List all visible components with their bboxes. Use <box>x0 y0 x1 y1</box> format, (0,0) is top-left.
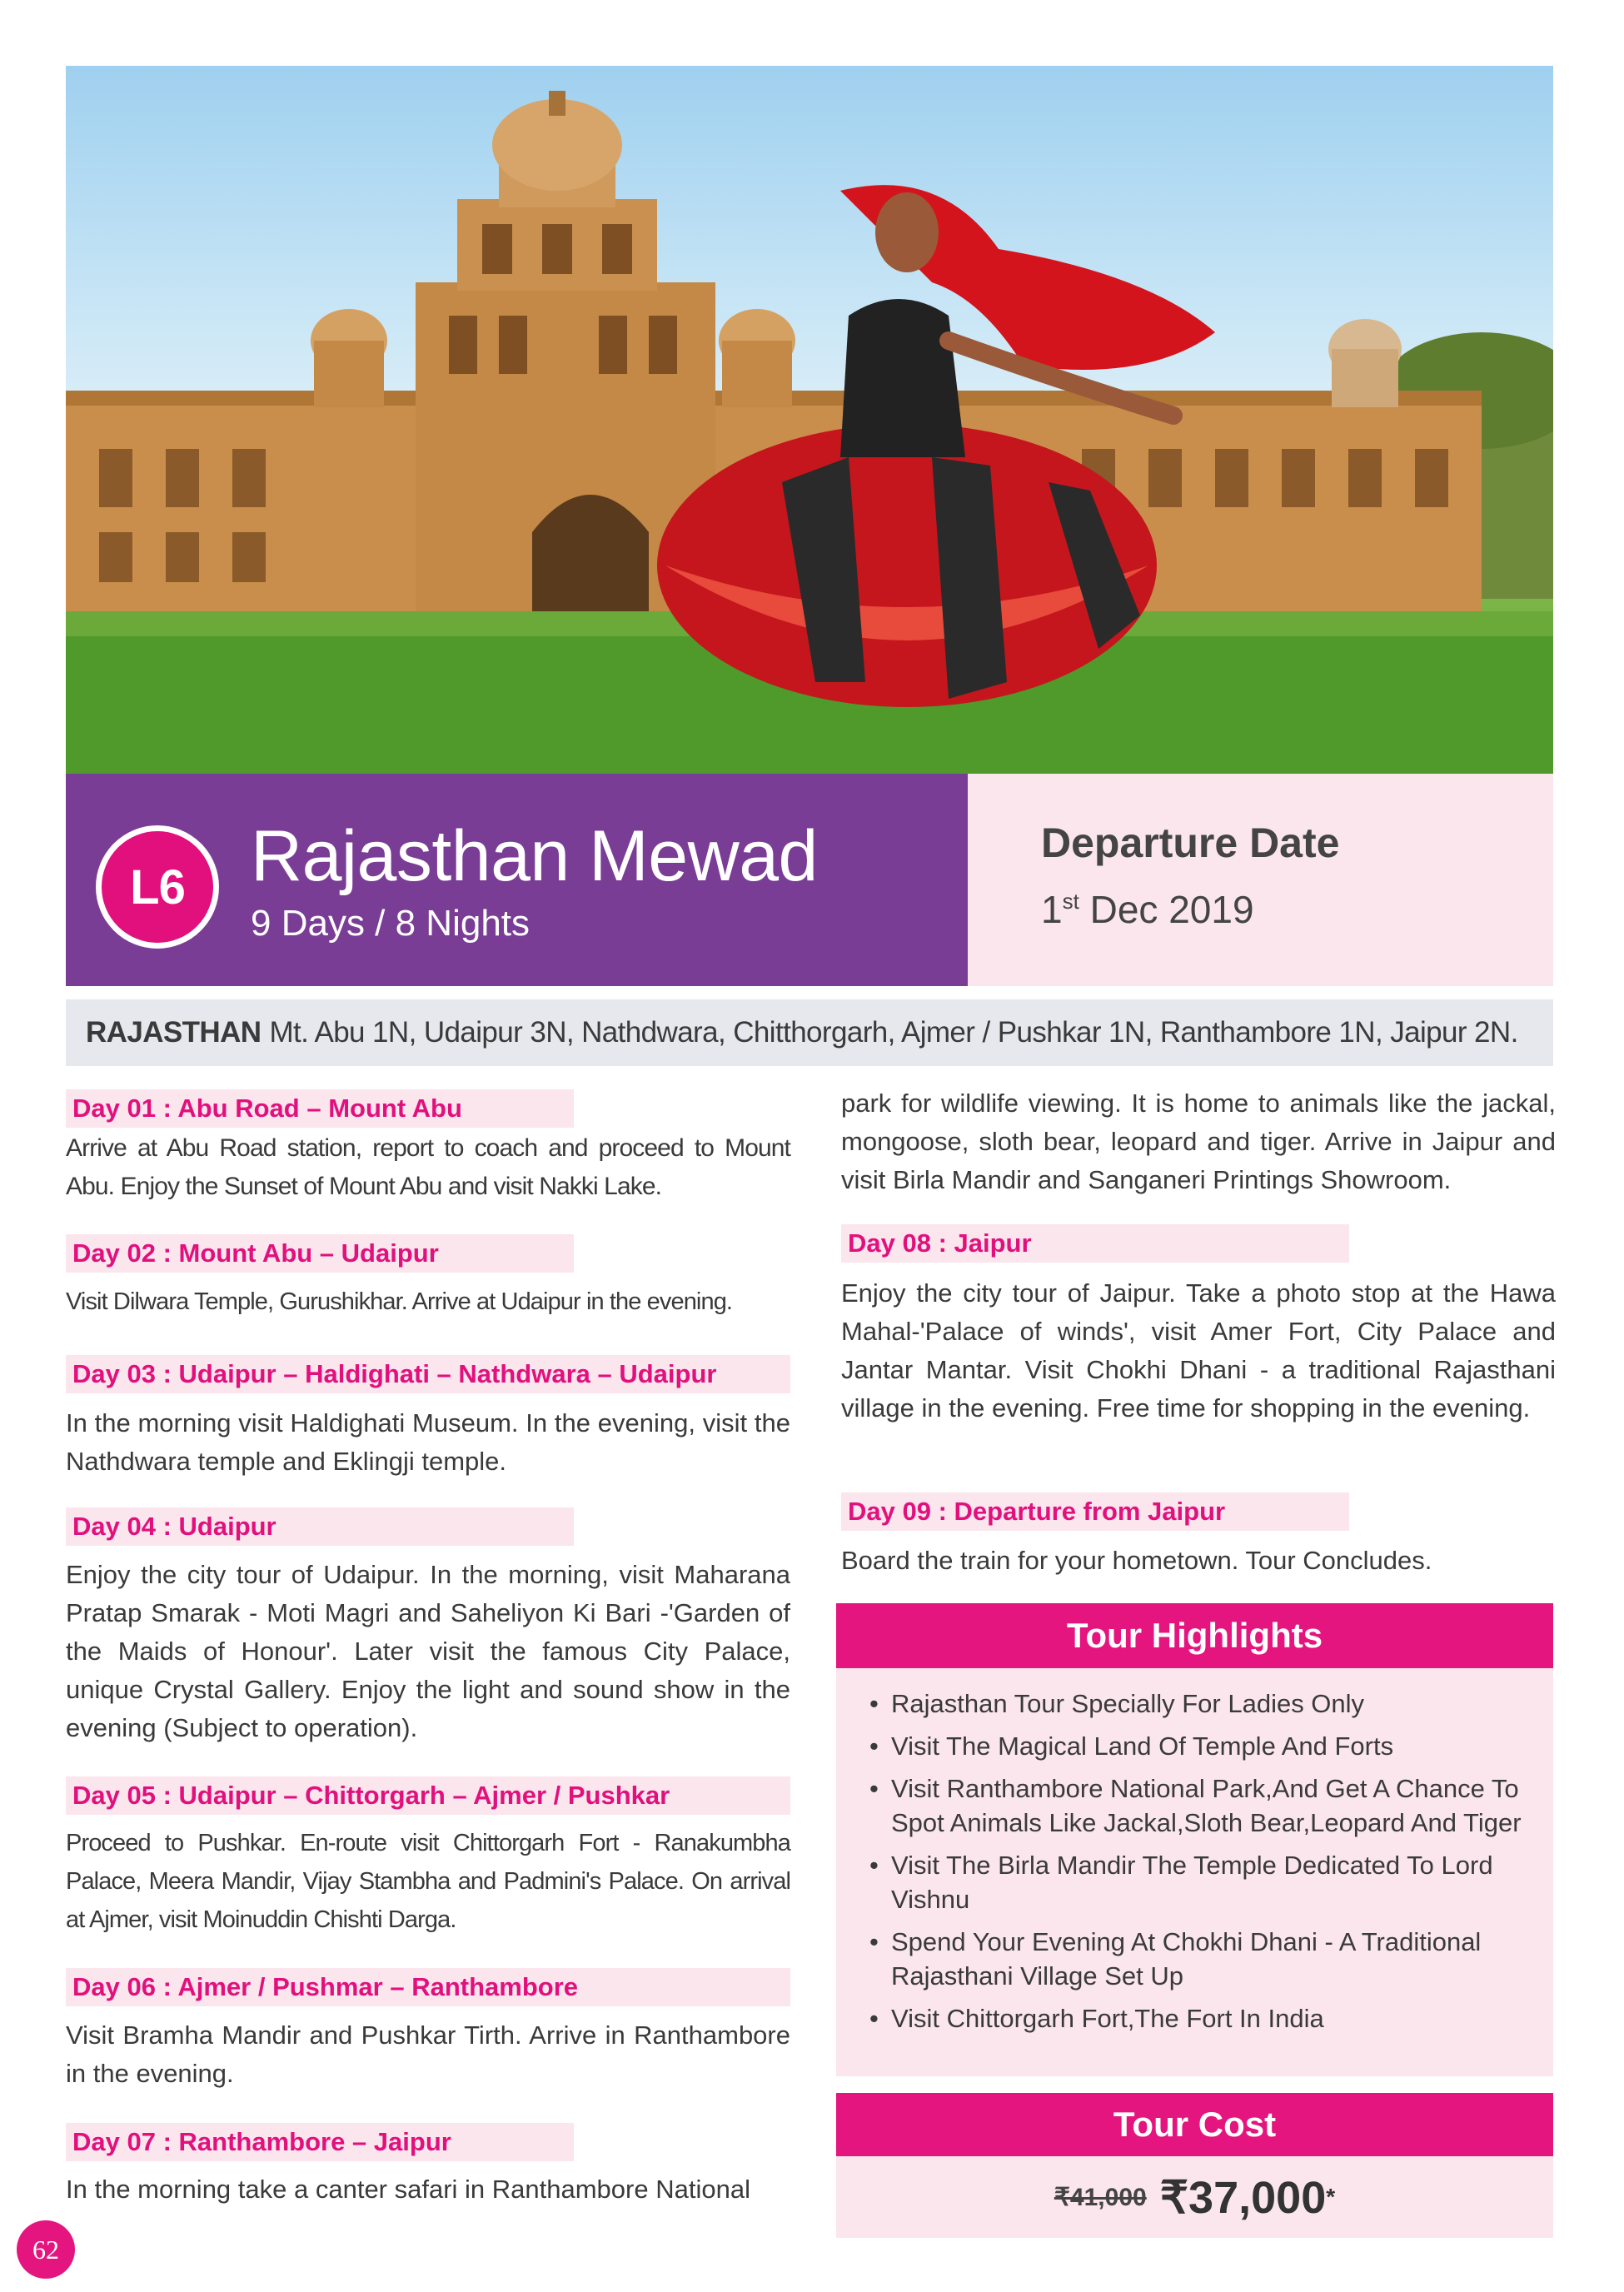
route-bar <box>66 999 1553 1066</box>
old-price: ₹41,000 <box>1054 2183 1147 2211</box>
day-06-text: Visit Bramha Mandir and Pushkar Tirth. Arrive in Ranthambore in the evening. <box>66 2020 790 2088</box>
day-01-heading: Day 01 : Abu Road – Mount Abu <box>66 1089 574 1128</box>
day-07-continuation: park for wildlife viewing. It is home to animals like the jackal, mongoose, sloth bear, leopard and tiger. Arrive in Jaipur and visit Birla Mandir and Sanganeri Printings Showroom. <box>841 1089 1556 1194</box>
departure-day-suffix: st <box>1062 889 1079 914</box>
departure-date <box>1041 887 1254 932</box>
route-region: RAJASTHAN <box>86 1016 262 1049</box>
highlights-box <box>836 1668 1553 2076</box>
departure-heading: Departure Date <box>1041 820 1340 866</box>
highlights-heading: Tour Highlights <box>836 1603 1553 1668</box>
day-04-heading: Day 04 : Udaipur <box>66 1507 574 1546</box>
day-08-text: Enjoy the city tour of Jaipur. Take a photo stop at the Hawa Mahal-'Palace of winds', visit Amer Fort, City Palace and Jantar Mantar. Visit Chokhi Dhani - a traditional Rajasthani village in the evening. Free time for shopping in the evening. <box>841 1278 1556 1423</box>
tour-name: Rajasthan Mewad <box>251 816 818 896</box>
day-05-heading: Day 05 : Udaipur – Chittorgarh – Ajmer / Pushkar <box>66 1776 790 1815</box>
day-02-heading: Day 02 : Mount Abu – Udaipur <box>66 1234 574 1273</box>
day-07-heading: Day 07 : Ranthambore – Jaipur <box>66 2123 574 2161</box>
day-09-heading: Day 09 : Departure from Jaipur <box>841 1492 1349 1531</box>
page-number: 62 <box>17 2220 75 2279</box>
highlights-list <box>866 1687 1532 2044</box>
cost-heading: Tour Cost <box>836 2093 1553 2156</box>
day-07-text: In the morning take a canter safari in Ranthambore National <box>66 2175 750 2204</box>
highlight-item: • Visit The Magical Land Of Temple And Forts <box>866 1729 1532 1763</box>
day-05-text: Proceed to Pushkar. En-route visit Chittorgarh Fort - Ranakumbha Palace, Meera Mandir, Vijay Stambha and Padmini's Palace. On arrival at Ajmer, visit Moinuddin Chishti Darga. <box>66 1830 790 1933</box>
hero-photo <box>66 66 1553 774</box>
highlight-item: • Rajasthan Tour Specially For Ladies Only <box>866 1687 1532 1721</box>
route-stops: Mt. Abu 1N, Udaipur 3N, Nathdwara, Chitthorgarh, Ajmer / Pushkar 1N, Ranthambore 1N, Jaipur 2N. <box>269 1016 1518 1049</box>
departure-box <box>968 774 1553 986</box>
highlight-item: • Visit Ranthambore National Park,And Get A Chance To Spot Animals Like Jackal,Sloth Bear,Leopard And Tiger <box>866 1771 1532 1840</box>
palace-dancer-illustration <box>66 66 1553 774</box>
departure-month-year: Dec 2019 <box>1089 888 1254 931</box>
day-02-text: Visit Dilwara Temple, Gurushikhar. Arrive at Udaipur in the evening. <box>66 1288 733 1315</box>
departure-day: 1 <box>1041 888 1063 931</box>
day-01-text: Arrive at Abu Road station, report to coach and proceed to Mount Abu. Enjoy the Sunset of Mount Abu and visit Nakki Lake. <box>66 1134 790 1200</box>
day-03-heading: Day 03 : Udaipur – Haldighati – Nathdwara – Udaipur <box>66 1355 790 1393</box>
day-04-text: Enjoy the city tour of Udaipur. In the morning, visit Maharana Pratap Smarak - Moti Magri and Saheliyon Ki Bari -'Garden of the Maids of Honour'. Later visit the famous City Palace, unique Crystal Gallery. Enjoy the light and sound show in the evening (Subject to operation). <box>66 1560 790 1742</box>
highlight-item: • Spend Your Evening At Chokhi Dhani - A Traditional Rajasthani Village Set Up <box>866 1925 1532 1993</box>
tour-title-band <box>66 774 968 986</box>
day-09-text: Board the train for your hometown. Tour Concludes. <box>841 1546 1432 1575</box>
price-note-mark: * <box>1326 2184 1336 2210</box>
new-price: ₹37,000 <box>1159 2172 1327 2223</box>
tour-duration: 9 Days / 8 Nights <box>251 903 531 944</box>
day-08-heading: Day 08 : Jaipur <box>841 1224 1349 1263</box>
cost-box <box>836 2156 1553 2238</box>
highlight-item: • Visit The Birla Mandir The Temple Dedicated To Lord Vishnu <box>866 1848 1532 1916</box>
highlight-item: • Visit Chittorgarh Fort,The Fort In India <box>866 2001 1532 2035</box>
tour-code-badge: L6 <box>96 825 219 949</box>
day-03-text: In the morning visit Haldighati Museum. In the evening, visit the Nathdwara temple and Eklingji temple. <box>66 1408 790 1476</box>
day-06-heading: Day 06 : Ajmer / Pushmar – Ranthambore <box>66 1968 790 2006</box>
